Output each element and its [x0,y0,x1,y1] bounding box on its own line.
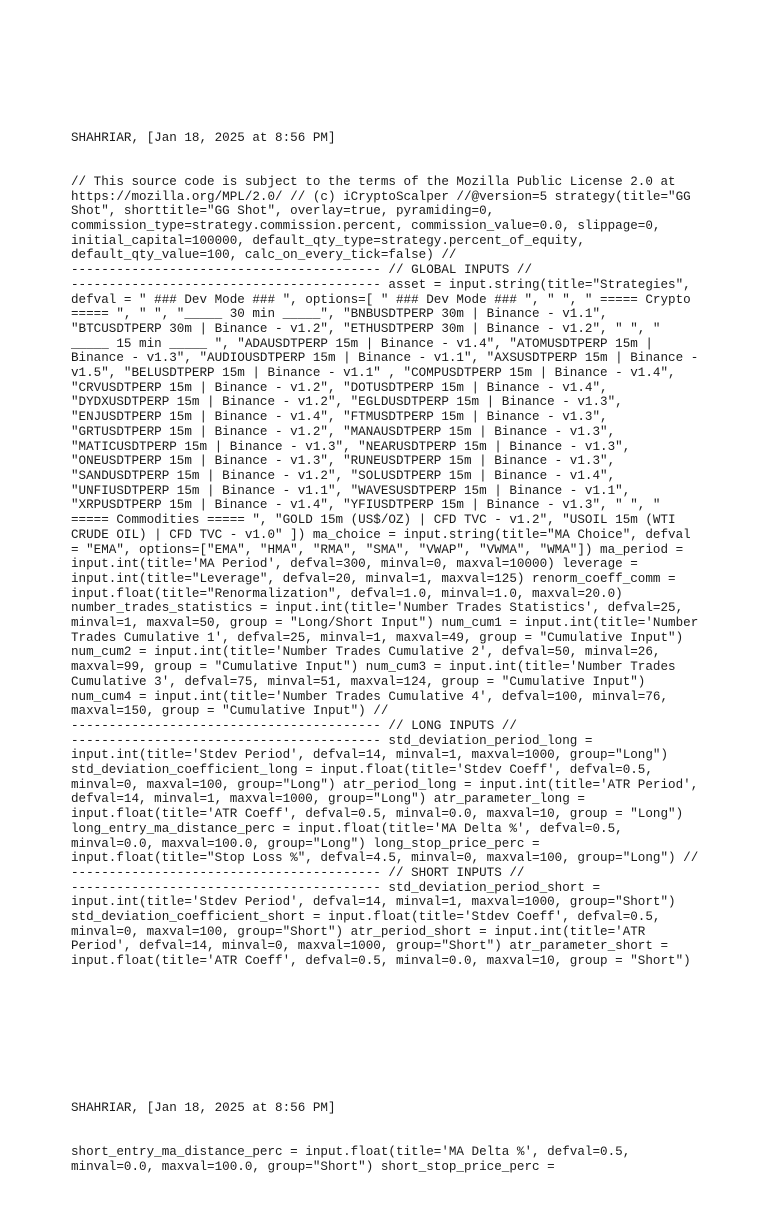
code-line: Shot", shorttitle="GG Shot", overlay=true, pyramiding=0, [71,204,495,219]
code-line: ----------------------------------------- std_deviation_period_long = [71,733,593,748]
message-2 [71,1072,711,1204]
code-line: Binance - v1.3", "AUDIOUSDTPERP 15m | Binance - v1.1", "AXSUSDTPERP 15m | Binance - [71,351,699,366]
code-line: input.int(title='Stdev Period', defval=14, minval=1, maxval=1000, group="Long") [71,748,669,763]
code-line: "SANDUSDTPERP 15m | Binance - v1.2", "SOLUSDTPERP 15m | Binance - v1.4", [71,468,616,483]
code-line: input.float(title='ATR Coeff', defval=0.5, minval=0.0, maxval=10, group = "Long") [71,807,684,822]
code-line: minval=0, maxval=100, group="Long") atr_period_long = input.int(title='ATR Period', [71,777,699,792]
code-line: num_cum4 = input.int(title='Number Trades Cumulative 4', defval=100, minval=76, [71,689,669,704]
code-line: input.float(title="Renormalization", defval=1.0, minval=1.0, maxval=20.0) [71,586,623,601]
code-line: v1.5", "BELUSDTPERP 15m | Binance - v1.1" , "COMPUSDTPERP 15m | Binance - v1.4", [71,366,676,381]
code-line: minval=0.0, maxval=100.0, group="Short") short_stop_price_perc = [71,1160,555,1175]
code-line: Period', defval=14, minval=0, maxval=1000, group="Short") atr_parameter_short = [71,939,669,954]
code-line: ----------------------------------------- // SHORT INPUTS // [71,865,525,880]
code-line: input.int(title='Stdev Period', defval=14, minval=1, maxval=1000, group="Short") [71,895,676,910]
message-1 [71,101,711,998]
code-line: minval=0.0, maxval=100.0, group="Long") long_stop_price_perc = [71,836,540,851]
code-line: defval = " ### Dev Mode ### ", options=[ " ### Dev Mode ### ", " ", " ===== Crypto [71,292,691,307]
code-line: commission_type=strategy.commission.percent, commission_value=0.0, slippage=0, [71,219,661,234]
message-body [71,175,711,969]
code-line: _____ 15 min _____ ", "ADAUSDTPERP 15m | Binance - v1.4", "ATOMUSDTPERP 15m | [71,336,653,351]
code-line: input.int(title="Leverage", defval=20, minval=1, maxval=125) renorm_coeff_comm = [71,571,676,586]
code-line: num_cum2 = input.int(title='Number Trades Cumulative 2', defval=50, minval=26, [71,645,661,660]
chat-export-document [71,72,711,1219]
code-line: maxval=150, group = "Cumulative Input") // [71,704,389,719]
code-line: CRUDE OIL) | CFD TVC - v1.0" ]) ma_choice = input.string(title="MA Choice", defval [71,527,691,542]
code-line: ===== ", " ", "_____ 30 min _____", "BNBUSDTPERP 30m | Binance - v1.1", [71,307,608,322]
code-line: short_entry_ma_distance_perc = input.float(title='MA Delta %', defval=0.5, [71,1145,631,1160]
code-line: maxval=99, group = "Cumulative Input") num_cum3 = input.int(title='Number Trades [71,660,676,675]
code-line: minval=1, maxval=50, group = "Long/Short Input") num_cum1 = input.int(title='Number [71,616,699,631]
code-line: default_qty_value=100, calc_on_every_tick=false) // [71,248,457,263]
code-line: "DYDXUSDTPERP 15m | Binance - v1.2", "EGLDUSDTPERP 15m | Binance - v1.3", [71,395,623,410]
code-line: "MATICUSDTPERP 15m | Binance - v1.3", "NEARUSDTPERP 15m | Binance - v1.3", [71,439,631,454]
code-line: input.int(title='MA Period', defval=300, minval=0, maxval=10000) leverage = [71,557,638,572]
code-line: = "EMA", options=["EMA", "HMA", "RMA", "SMA", "VWAP", "VWMA", "WMA"]) ma_period = [71,542,684,557]
code-line: ----------------------------------------- std_deviation_period_short = [71,880,601,895]
message-header: SHAHRIAR, [Jan 18, 2025 at 8:56 PM] [71,1101,336,1116]
code-line: number_trades_statistics = input.int(title='Number Trades Statistics', defval=25, [71,601,684,616]
code-line: std_deviation_coefficient_short = input.float(title='Stdev Coeff', defval=0.5, [71,910,661,925]
code-line: ----------------------------------------- // LONG INPUTS // [71,718,517,733]
code-line: input.float(title="Stop Loss %", defval=4.5, minval=0, maxval=100, group="Long") // [71,851,699,866]
code-line: "CRVUSDTPERP 15m | Binance - v1.2", "DOTUSDTPERP 15m | Binance - v1.4", [71,380,608,395]
code-line: long_entry_ma_distance_perc = input.float(title='MA Delta %', defval=0.5, [71,821,623,836]
code-line: ----------------------------------------- // GLOBAL INPUTS // [71,263,533,278]
message-body [71,1145,711,1174]
code-line: "XRPUSDTPERP 15m | Binance - v1.4", "YFIUSDTPERP 15m | Binance - v1.3", " ", " [71,498,661,513]
code-line: "ONEUSDTPERP 15m | Binance - v1.3", "RUNEUSDTPERP 15m | Binance - v1.3", [71,454,616,469]
message-header: SHAHRIAR, [Jan 18, 2025 at 8:56 PM] [71,130,336,145]
code-line: ===== Commodities ===== ", "GOLD 15m (US$/OZ) | CFD TVC - v1.2", "USOIL 15m (WTI [71,513,676,528]
message-separator [71,1028,711,1043]
code-line: initial_capital=100000, default_qty_type=strategy.percent_of_equity, [71,233,585,248]
code-line: // This source code is subject to the terms of the Mozilla Public License 2.0 at [71,174,676,189]
code-line: ----------------------------------------- asset = input.string(title="Strategies", [71,277,691,292]
code-line: https://mozilla.org/MPL/2.0/ // (c) iCryptoScalper //@version=5 strategy(title="GG [71,189,691,204]
code-line: "BTCUSDTPERP 30m | Binance - v1.2", "ETHUSDTPERP 30m | Binance - v1.2", " ", " [71,321,661,336]
code-line: "ENJUSDTPERP 15m | Binance - v1.4", "FTMUSDTPERP 15m | Binance - v1.3", [71,410,608,425]
code-line: Trades Cumulative 1', defval=25, minval=1, maxval=49, group = "Cumulative Input") [71,630,684,645]
code-line: "GRTUSDTPERP 15m | Binance - v1.2", "MANAUSDTPERP 15m | Binance - v1.3", [71,424,616,439]
code-line: std_deviation_coefficient_long = input.float(title='Stdev Coeff', defval=0.5, [71,763,653,778]
code-line: defval=14, minval=1, maxval=1000, group="Long") atr_parameter_long = [71,792,585,807]
code-line: input.float(title='ATR Coeff', defval=0.5, minval=0.0, maxval=10, group = "Short") [71,954,691,969]
code-line: "UNFIUSDTPERP 15m | Binance - v1.1", "WAVESUSDTPERP 15m | Binance - v1.1", [71,483,631,498]
code-line: minval=0, maxval=100, group="Short") atr_period_short = input.int(title='ATR [71,924,646,939]
code-line: Cumulative 3', defval=75, minval=51, maxval=124, group = "Cumulative Input") [71,674,646,689]
